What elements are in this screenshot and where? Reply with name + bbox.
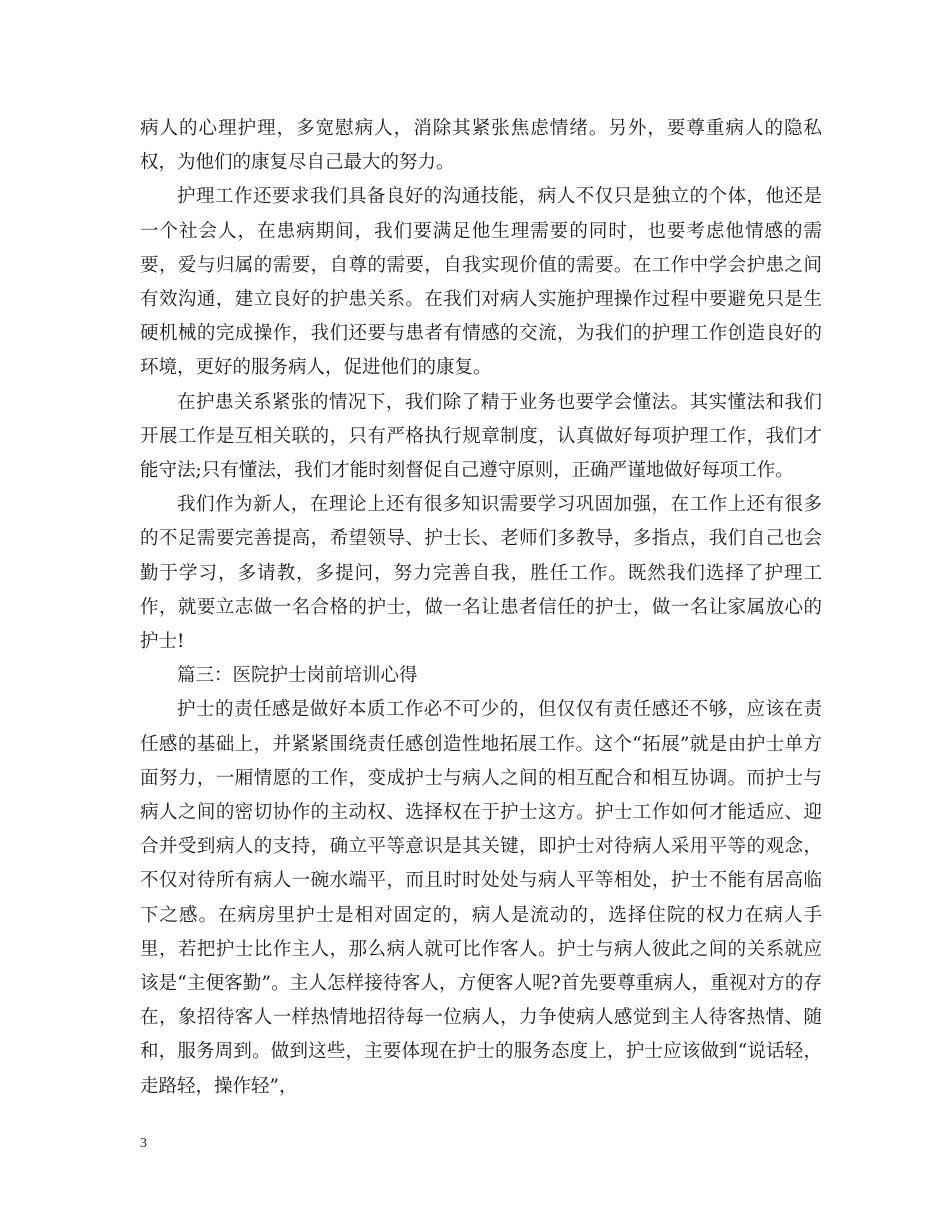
paragraph: 在护患关系紧张的情况下，我们除了精于业务也要学会懂法。其实懂法和我们开展工作是互相关联的，只有严格执行规章制度，认真做好每项护理工作，我们才能守法;只有懂法，我们才能时刻督促自己遵守原则，正确严谨地做好每项工作。 — [140, 391, 822, 482]
body-text — [140, 112, 822, 1104]
page-number: 3 — [140, 1136, 147, 1151]
paragraph: 护理工作还要求我们具备良好的沟通技能，病人不仅只是独立的个体，他还是一个社会人，在患病期间，我们要满足他生理需要的同时，也要考虑他情感的需要，爱与归属的需要，自尊的需要，自我实现价值的需要。在工作中学会护患之间有效沟通，建立良好的护患关系。在我们对病人实施护理操作过程中要避免只是生硬机械的完成操作，我们还要与患者有情感的交流，为我们的护理工作创造良好的环境，更好的服务病人，促进他们的康复。 — [140, 186, 822, 379]
section-heading: 篇三：医院护士岗前培训心得 — [177, 665, 418, 687]
paragraph: 我们作为新人，在理论上还有很多知识需要学习巩固加强，在工作上还有很多的不足需要完善提高，希望领导、护士长、老师们多教导，多指点，我们自己也会勤于学习，多请教，多提问，努力完善自我，胜任工作。既然我们选择了护理工作，就要立志做一名合格的护士，做一名让患者信任的护士，做一名让家属放心的护士! — [140, 494, 822, 653]
paragraph: 护士的责任感是做好本质工作必不可少的，但仅仅有责任感还不够，应该在责任感的基础上，并紧紧围绕责任感创造性地拓展工作。这个“拓展”就是由护士单方面努力，一厢情愿的工作，变成护士与病人之间的相互配合和相互协调。而护士与病人之间的密切协作的主动权、选择权在于护士这方。护士工作如何才能适应、迎合并受到病人的支持，确立平等意识是其关键，即护士对待病人采用平等的观念，不仅对待所有病人一碗水端平，而且时时处处与病人平等相处，护士不能有居高临下之感。在病房里护士是相对固定的，病人是流动的，选择住院的权力在病人手里，若把护士比作主人，那么病人就可比作客人。护士与病人彼此之间的关系就应该是“主便客勤”。主人怎样接待客人，方便客人呢?首先要尊重病人，重视对方的存在，象招待客人一样热情地招待每一位病人，力争使病人感觉到主人待客热情、随和，服务周到。做到这些，主要体现在护士的服务态度上，护士应该做到“说话轻，走路轻，操作轻”， — [140, 699, 822, 1097]
paragraph: 病人的心理护理，多宽慰病人，消除其紧张焦虑情绪。另外，要尊重病人的隐私权，为他们的康复尽自己最大的努力。 — [140, 118, 822, 174]
